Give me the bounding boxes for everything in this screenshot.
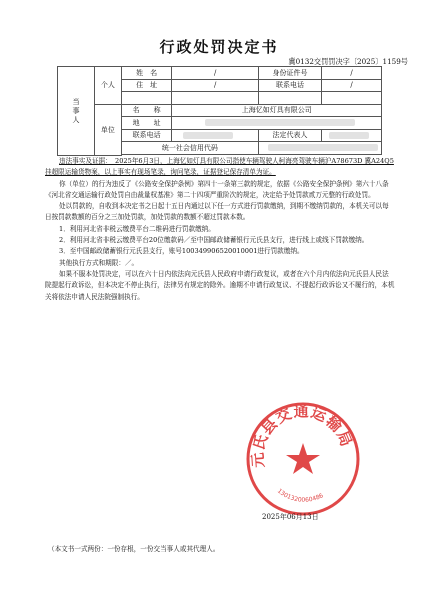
appeal-rights-paragraph: 如果不服本处罚决定，可以在六十日内依法向元氏县人民政府申请行政复议，或者在六个月内依法向元氏县人民法院提起行政诉讼，但本决定不停止执行，法律另有规定的除外。逾期不申请行政复议、不提起行政诉讼又不履行的，本机关将依法申请人民法院强制执行。 bbox=[45, 269, 395, 301]
empty-cell-b bbox=[172, 92, 259, 105]
address-value: / bbox=[172, 79, 259, 92]
unit-label: 单位 bbox=[95, 104, 122, 156]
decision-date: 2025年06月13日 bbox=[262, 513, 319, 521]
other-execution-paragraph: 其他执行方式和期限：／。 bbox=[59, 258, 139, 267]
phone-value: / bbox=[322, 79, 382, 92]
phone-label: 联系电话 bbox=[258, 79, 321, 92]
name-label: 姓 名 bbox=[121, 67, 172, 80]
legal-rep-value bbox=[322, 129, 382, 142]
unit-phone-value bbox=[172, 129, 259, 142]
individual-label: 个人 bbox=[95, 67, 122, 105]
svg-text:1301320060486: 1301320060486 bbox=[275, 487, 325, 504]
redacted-credit-code bbox=[268, 144, 378, 151]
unit-name-label: 名 称 bbox=[121, 104, 172, 117]
unit-address-value bbox=[172, 117, 382, 130]
unit-name-value: 上海忆如灯具有限公司 bbox=[172, 104, 382, 117]
address-label: 住 址 bbox=[121, 79, 172, 92]
document-number: 冀0132交罚罚决字〔2025〕1159号 bbox=[288, 57, 408, 66]
svg-text:元氏县交通运输局: 元氏县交通运输局 bbox=[248, 402, 356, 469]
id-label: 身份证件号 bbox=[258, 67, 321, 80]
official-seal-icon bbox=[243, 399, 363, 519]
legal-rep-label: 法定代表人 bbox=[258, 129, 321, 142]
payment-deadline-paragraph: 处以罚款的，自收到本决定书之日起十五日内通过以下任一方式进行罚款缴纳，到期不缴纳罚款的，本机关可以每日按罚款数额的百分之三加处罚款，加处罚款的数额不超过罚款本数。 bbox=[45, 202, 389, 222]
unit-address-label: 地 址 bbox=[121, 117, 172, 130]
party-label: 当事人 bbox=[58, 67, 95, 156]
document-title: 行政处罚决定书 bbox=[159, 38, 279, 56]
payment-method-3: 3．至中国邮政储蓄银行元氏县支行，账号100349906520010001进行罚款缴纳。 bbox=[59, 247, 304, 256]
footer-note: （本文书一式两份：一份存根，一份交当事人或其代理人。 bbox=[48, 545, 220, 553]
redacted-phone bbox=[183, 132, 233, 139]
empty-cell-d bbox=[322, 92, 382, 105]
credit-code-label: 统一社会信用代码 bbox=[121, 142, 258, 155]
party-info-table bbox=[57, 66, 382, 156]
payment-method-1: 1．利用河北省非税云缴费平台二维码进行罚款缴纳。 bbox=[59, 224, 215, 233]
legal-basis-paragraph: 你（单位）的行为违反了《公路安全保护条例》第四十一条第三款的规定，依据《公路安全保护条例》第六十八条《河北省交通运输行政处罚自由裁量权基准》第二十四项严重阶次的规定，决定给予处罚款贰万元整的行政处罚。 bbox=[45, 179, 389, 199]
credit-code-value bbox=[258, 142, 381, 155]
violation-facts-paragraph: 违法事实及证据： 2025年6月3日，上海忆如灯具有限公司指使车辆驾驶人柯海亮驾驶车辆沪A78673D 冀A24Q5挂超限运输货物案，以上事实有现场笔录，询问笔录，证据登记保存清单为证。 bbox=[45, 157, 394, 177]
unit-phone-label: 联系电话 bbox=[121, 129, 172, 142]
document-body bbox=[45, 156, 395, 303]
name-value: / bbox=[172, 67, 259, 80]
redacted-address bbox=[205, 119, 355, 126]
empty-cell-a bbox=[121, 92, 172, 105]
empty-cell-c bbox=[258, 92, 321, 105]
id-value: / bbox=[322, 67, 382, 80]
payment-method-2: 2．利用河北省非税云缴费平台20位缴款码／至中国邮政储蓄银行元氏县支行，进行线上或线下罚款缴纳。 bbox=[59, 236, 369, 245]
redacted-legal-rep bbox=[329, 132, 369, 139]
